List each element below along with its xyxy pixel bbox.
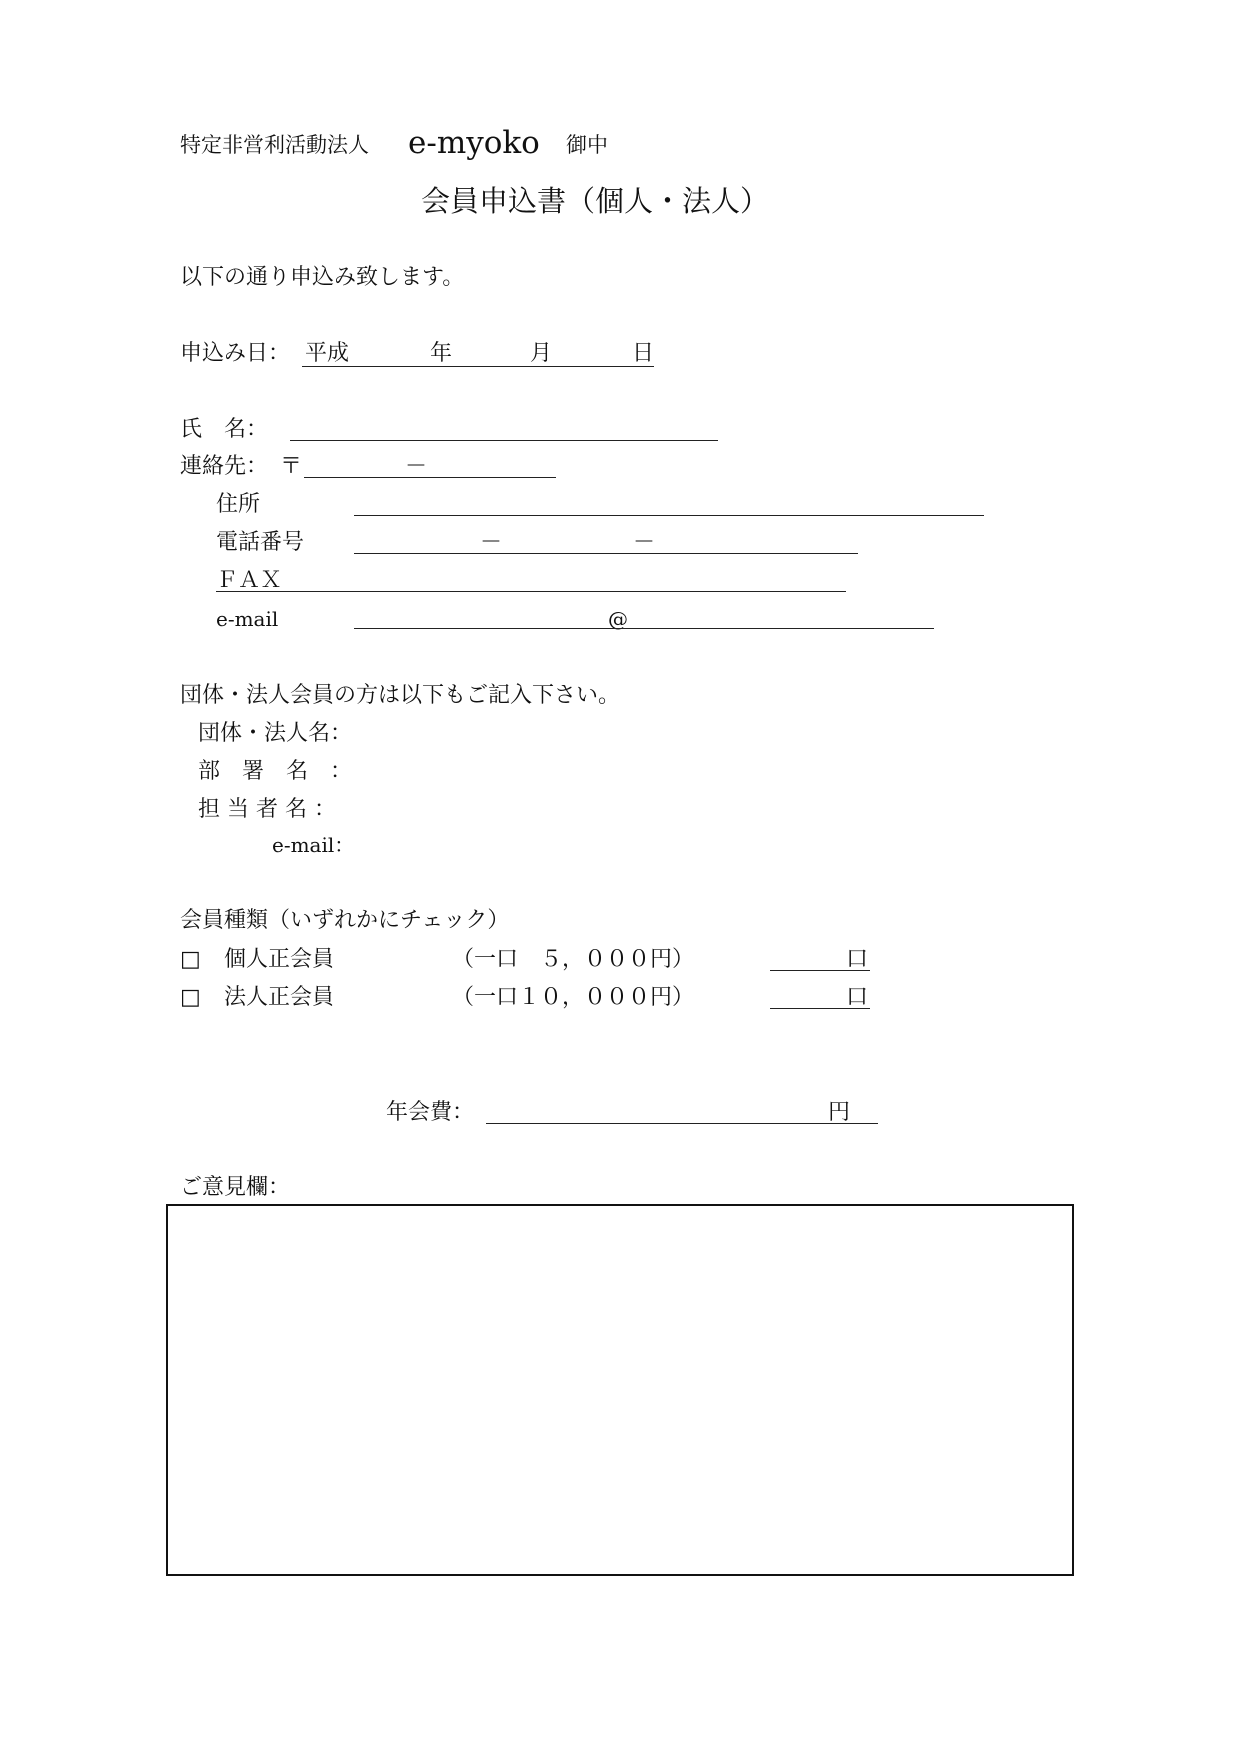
phone-field-line[interactable] <box>354 553 858 554</box>
year-unit: 年 <box>430 341 453 366</box>
corporate-count-line[interactable] <box>770 1008 870 1009</box>
address-field-line[interactable] <box>354 515 984 516</box>
group-person-label: 担 当 者 名 ： <box>198 797 336 822</box>
corporate-member-label: 法人正会員 <box>224 985 335 1010</box>
phone-dash-2: － <box>633 530 656 555</box>
annual-fee-line[interactable] <box>486 1123 878 1124</box>
annual-fee-unit: 円 <box>828 1100 851 1125</box>
individual-checkbox[interactable]: □ <box>180 947 201 972</box>
membership-title: 会員種類（いずれかにチェック） <box>180 908 510 933</box>
individual-member-label: 個人正会員 <box>224 947 335 972</box>
individual-unit: 口 <box>846 947 869 972</box>
phone-label: 電話番号 <box>216 530 305 555</box>
org-suffix: 御中 <box>566 133 608 157</box>
org-prefix: 特定非営利活動法人 <box>180 133 369 157</box>
corporate-checkbox[interactable]: □ <box>180 985 201 1010</box>
name-field-line[interactable] <box>290 440 718 441</box>
email-at-mark: @ <box>608 607 628 631</box>
era-label: 平成 <box>305 341 350 366</box>
org-name: e-myoko <box>408 125 540 161</box>
group-email-label-text: e-mail： <box>272 833 355 857</box>
group-org-name-label: 団体・法人名： <box>198 721 353 746</box>
group-dept-label: 部 署 名 ： <box>198 759 353 784</box>
address-label: 住所 <box>216 492 261 517</box>
comments-box[interactable] <box>166 1204 1074 1576</box>
phone-dash-1: － <box>480 530 503 555</box>
form-title: 会員申込書（個人・法人） <box>421 184 770 218</box>
corporate-unit: 口 <box>846 985 869 1010</box>
annual-fee-label: 年会費： <box>386 1100 475 1125</box>
group-email-label <box>272 835 354 857</box>
individual-member-price: （一口 ５，０００円） <box>452 947 695 972</box>
intro-text: 以下の通り申込み致します。 <box>180 265 465 290</box>
email-label: e-mail <box>216 607 279 631</box>
individual-count-line[interactable] <box>770 970 870 971</box>
day-unit: 日 <box>632 341 655 366</box>
name-label: 氏 名： <box>180 417 269 442</box>
application-date-line[interactable] <box>302 366 654 367</box>
application-date-label: 申込み日： <box>180 341 291 366</box>
contact-label: 連絡先： <box>180 454 269 479</box>
group-intro: 団体・法人会員の方は以下もご記入下さい。 <box>180 683 621 708</box>
postal-code-line[interactable] <box>304 477 556 478</box>
postal-mark: 〒 <box>280 454 303 479</box>
fax-field-line[interactable] <box>216 591 846 592</box>
email-field-line[interactable] <box>354 628 934 629</box>
corporate-member-price: （一口１０，０００円） <box>452 985 695 1010</box>
month-unit: 月 <box>530 341 553 366</box>
fax-label: ＦＡＸ <box>216 568 283 593</box>
comments-label: ご意見欄： <box>180 1175 291 1200</box>
postal-dash: － <box>405 454 428 479</box>
